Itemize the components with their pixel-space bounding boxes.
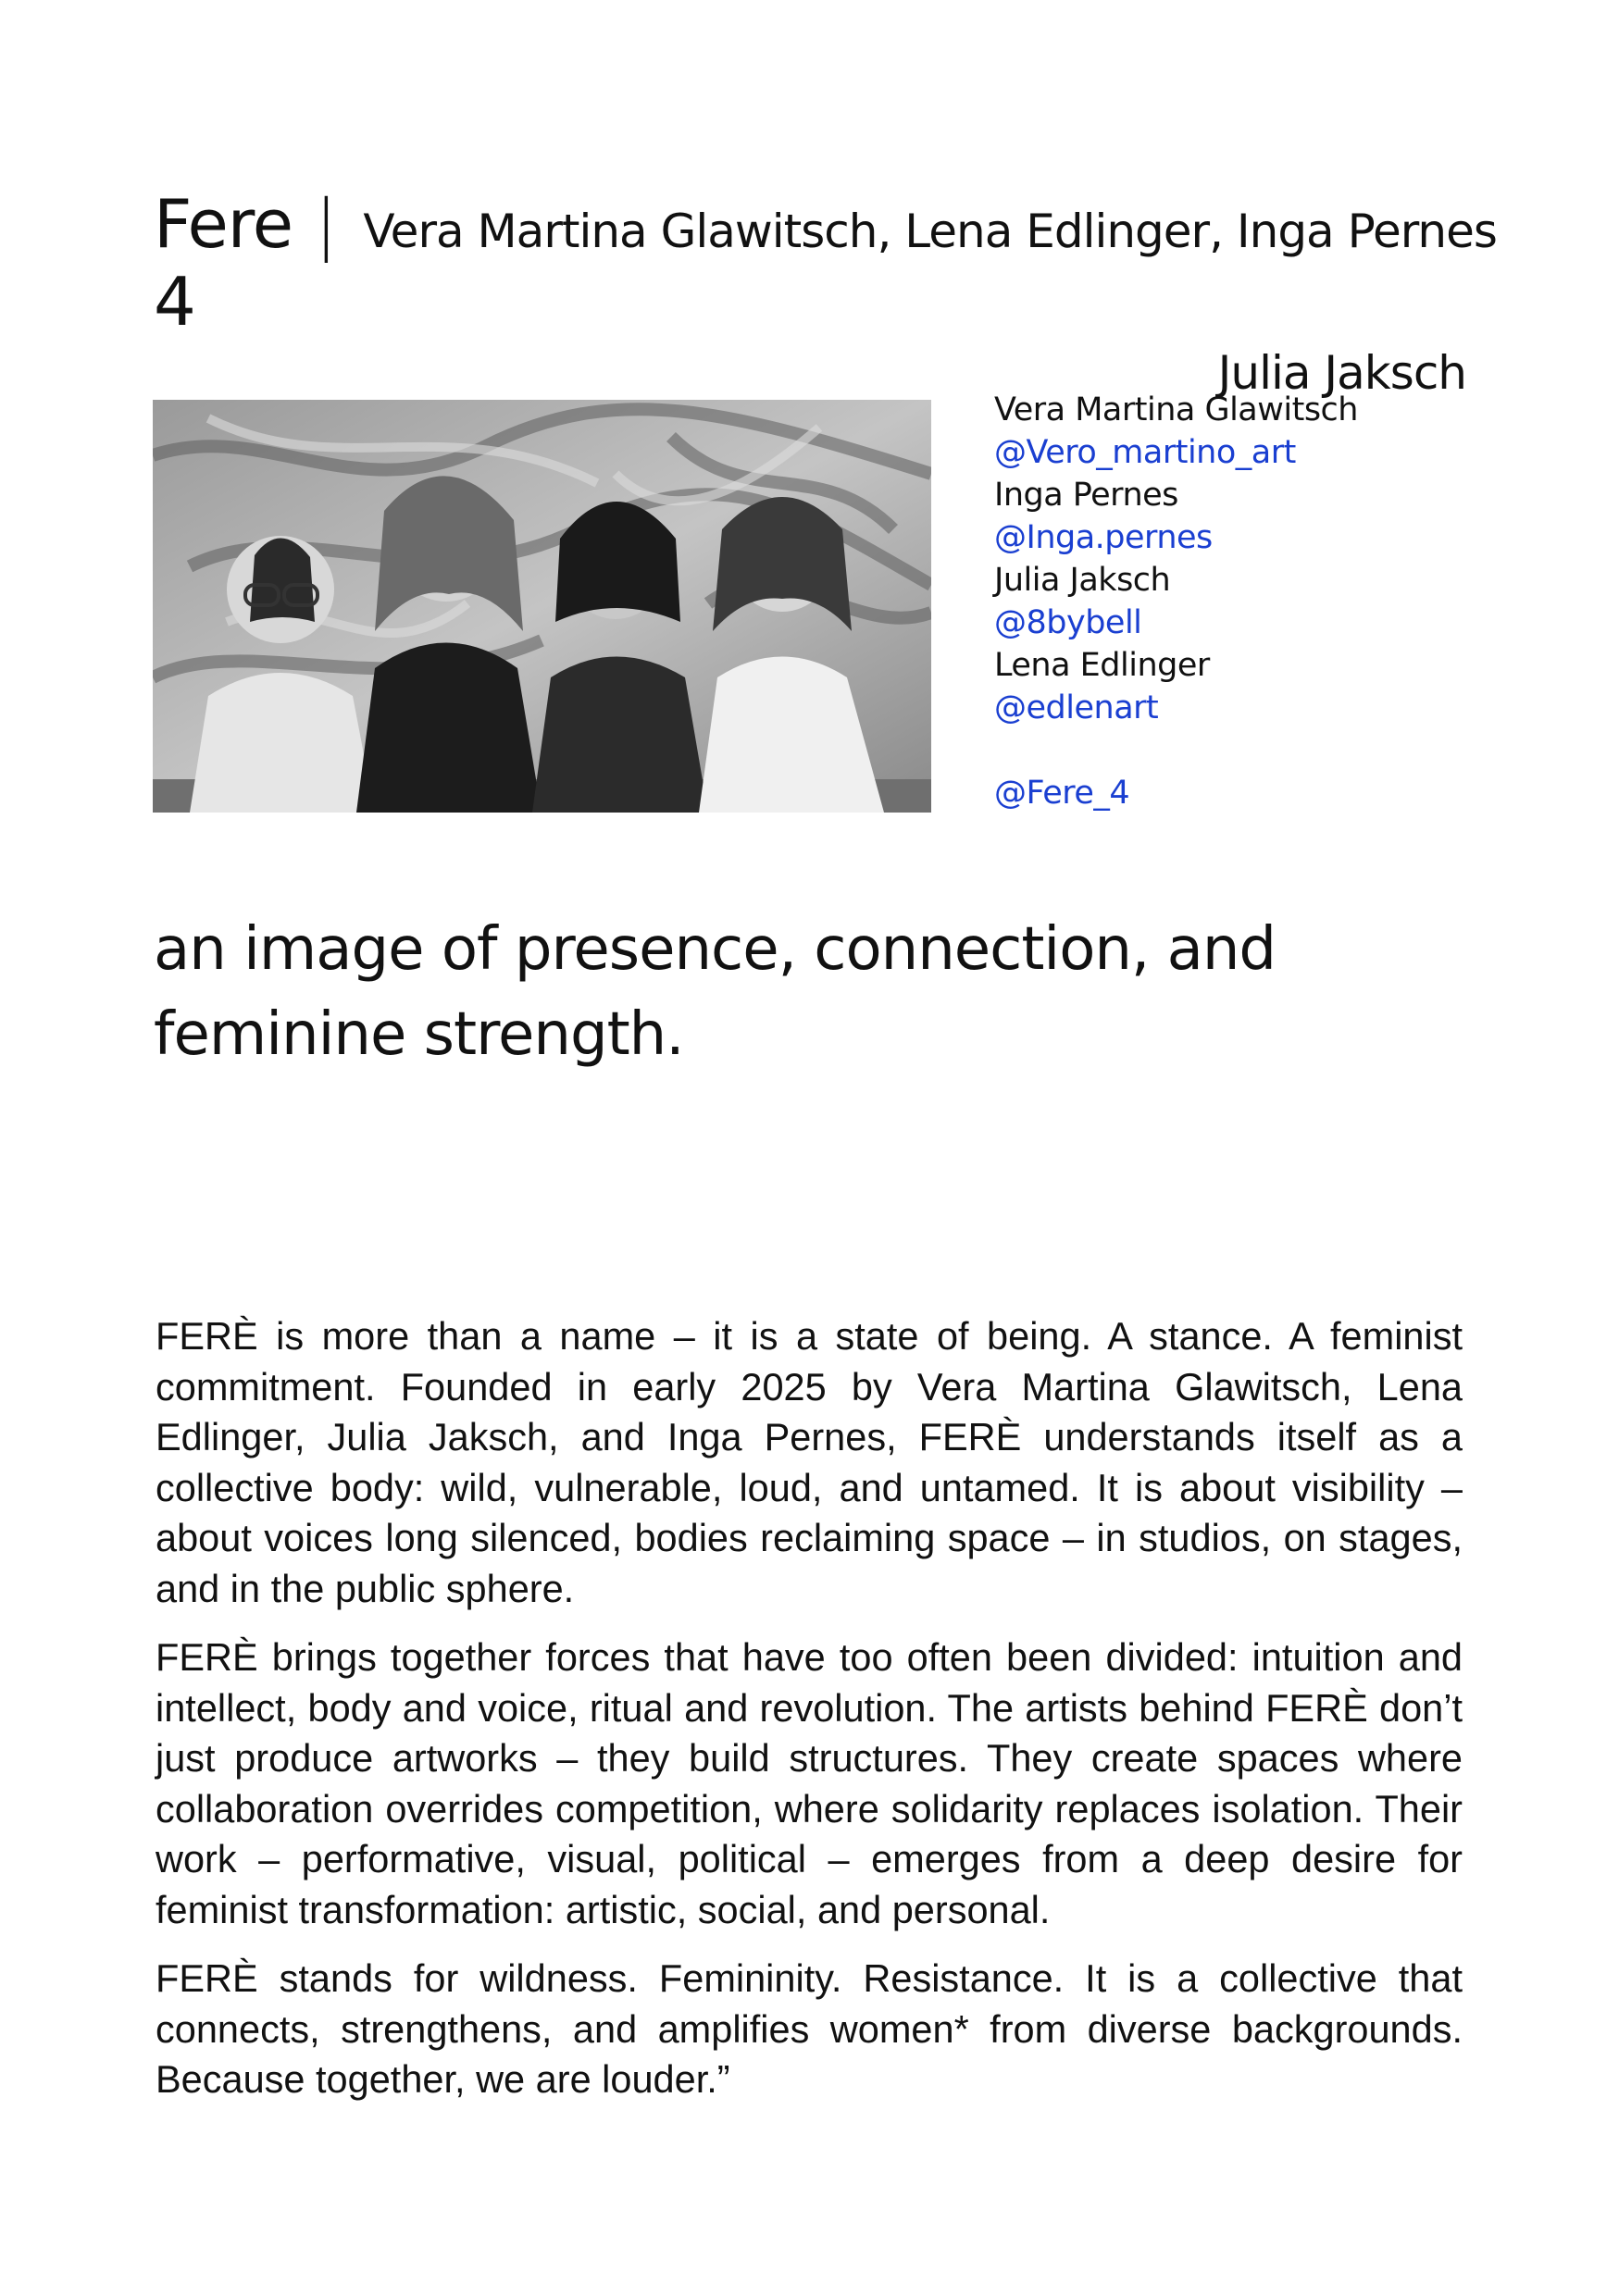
collective-handle-link[interactable]: @Fere_4 — [994, 775, 1130, 812]
paragraph: FERÈ is more than a name – it is a state of being. A stance. A feminist commitment. Founded in early 2025 by Vera Martina Glawitsch, Lena Edlinger, Julia Jaksch, and Inga Pernes, FERÈ understands itself as a collective body: wild, vulnerable, loud, and untamed. It is about visibility – about voices long silenced, bodies reclaiming space – in studios, on stages, and in the public sphere. — [156, 1314, 1463, 1610]
contact-entry — [994, 474, 1358, 559]
contact-entry — [994, 389, 1358, 474]
contact-handle-link[interactable]: @Inga.pernes — [994, 519, 1213, 556]
body-text — [156, 1311, 1463, 2124]
contacts-list — [994, 389, 1358, 814]
contact-handle-link[interactable]: @8bybell — [994, 604, 1142, 641]
contact-name: Julia Jaksch — [994, 562, 1171, 599]
group-portrait-illustration — [153, 400, 931, 813]
collective-name: Fere 4 — [154, 185, 293, 341]
contact-handle-link[interactable]: @edlenart — [994, 689, 1159, 726]
paragraph: FERÈ stands for wildness. Femininity. Resistance. It is a collective that connects, strengthens, and amplifies women* from diverse backgrounds. Because together, we are louder.” — [156, 1956, 1463, 2101]
artist-names-continued: Julia Jaksch — [1217, 346, 1466, 400]
contact-entry — [994, 559, 1358, 644]
contact-handle-link[interactable]: @Vero_martino_art — [994, 434, 1296, 471]
contact-name: Lena Edlinger — [994, 647, 1210, 684]
group-portrait-photo — [153, 400, 931, 813]
tagline: an image of presence, connection, and feminine strength. — [154, 915, 1276, 1069]
page-header — [154, 185, 1497, 400]
contact-name: Inga Pernes — [994, 477, 1178, 514]
paragraph: FERÈ brings together forces that have too often been divided: intuition and intellect, body and voice, ritual and revolution. The artists behind FERÈ don’t just produce artworks – they build structures. They create spaces where collaboration overrides competition, where solidarity replaces isolation. Their work – performative, visual, political – emerges from a deep desire for feminist transformation: artistic, social, and personal. — [156, 1635, 1463, 1931]
spacer — [994, 729, 1358, 772]
contact-name: Vera Martina Glawitsch — [994, 391, 1358, 428]
contact-entry — [994, 644, 1358, 729]
artist-names: Vera Martina Glawitsch, Lena Edlinger, Inga Pernes — [363, 205, 1497, 258]
header-line — [154, 185, 1497, 341]
header-separator: | — [315, 185, 338, 263]
